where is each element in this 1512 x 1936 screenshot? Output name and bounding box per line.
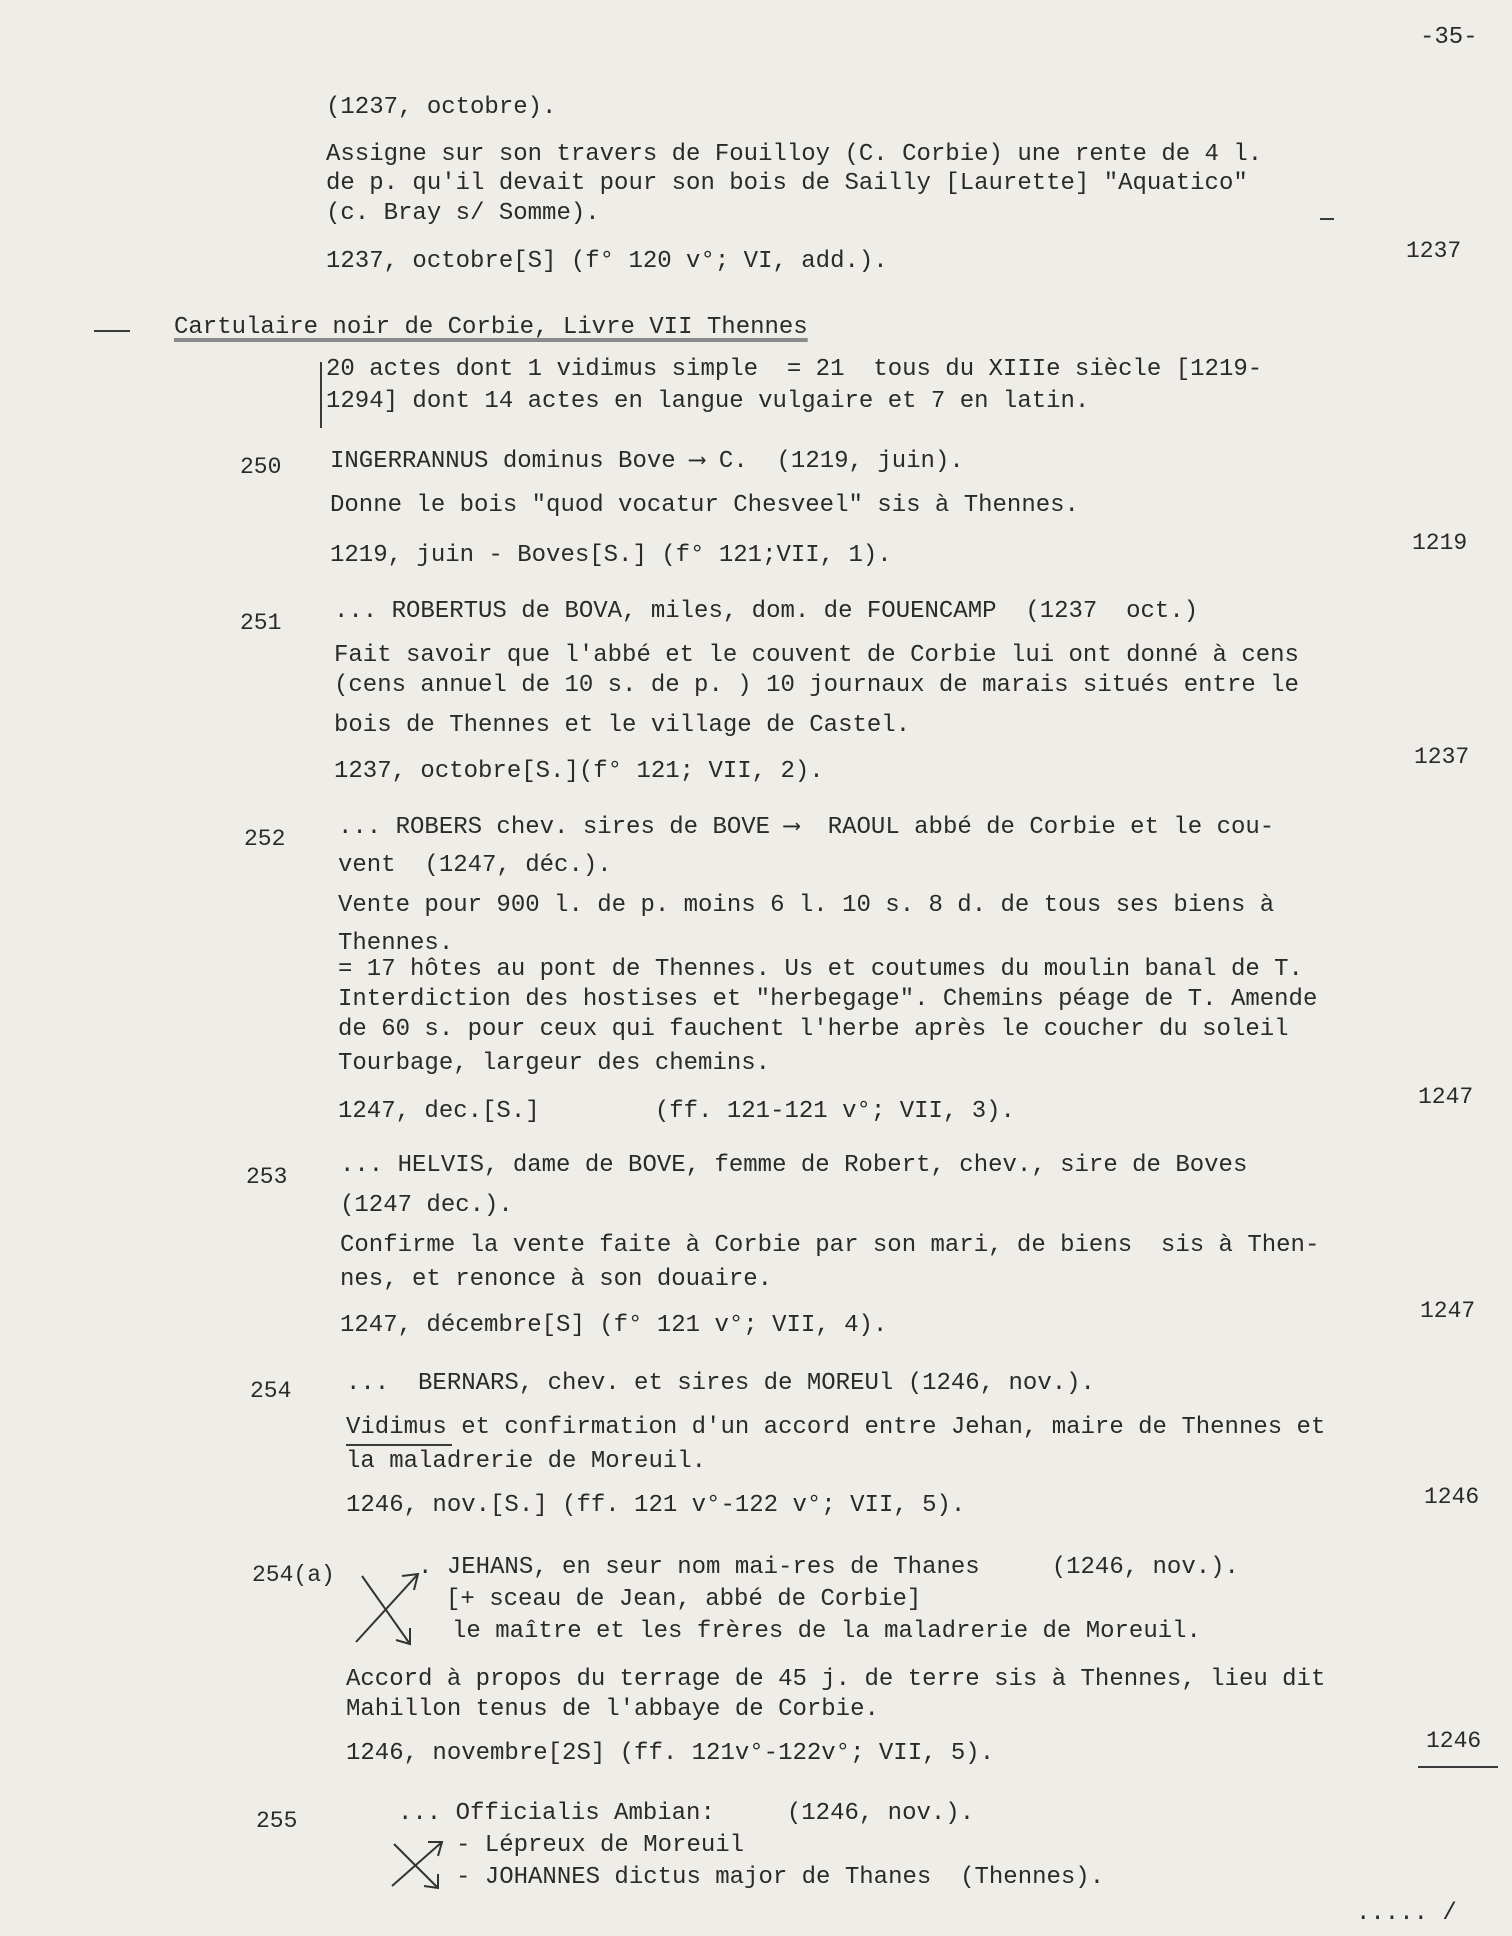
- crossed-arrows-icon: [388, 1836, 458, 1896]
- entry-number: 254: [250, 1378, 292, 1404]
- section-title: Cartulaire noir de Corbie, Livre VII Thennes: [174, 314, 808, 341]
- entry-text-line: bois de Thennes et le village de Castel.: [334, 712, 911, 739]
- brace-line: [320, 362, 322, 428]
- section-summary-line: 1294] dont 14 actes en langue vulgaire et 7 en latin.: [326, 388, 1090, 415]
- entry-text-line: Accord à propos du terrage de 45 j. de terre sis à Thennes, lieu dit: [346, 1666, 1326, 1693]
- entry-header: INGERRANNUS dominus Bove ⟶ C. (1219, juin).: [330, 448, 964, 475]
- entry-reference: 1247, décembre[S] (f° 121 v°; VII, 4).: [340, 1312, 888, 1339]
- margin-dash: [1320, 218, 1334, 220]
- entry-sub-line: - Lépreux de Moreuil: [456, 1832, 745, 1859]
- entry-number: 252: [244, 826, 286, 852]
- entry-text-line: de p. qu'il devait pour son bois de Sailly [Laurette] "Aquatico": [326, 170, 1248, 197]
- entry-text-line: nes, et renonce à son douaire.: [340, 1266, 773, 1293]
- entry-text-line: Thennes.: [338, 930, 454, 957]
- margin-dash: [94, 330, 130, 332]
- underline-mark: [346, 1444, 452, 1446]
- margin-date: 1246: [1424, 1484, 1480, 1510]
- entry-text-line: Mahillon tenus de l'abbaye de Corbie.: [346, 1696, 879, 1723]
- entry-reference: 1247, dec.[S.] (ff. 121-121 v°; VII, 3).: [338, 1098, 1015, 1125]
- entry-header: ... ROBERS chev. sires de BOVE ⟶ RAOUL abbé de Corbie et le cou-: [338, 814, 1275, 841]
- margin-date: 1246: [1426, 1728, 1482, 1754]
- entry-header: ... Officialis Ambian: (1246, nov.).: [398, 1800, 975, 1827]
- entry-text-line: Interdiction des hostises et "herbegage". Chemins péage de T. Amende: [338, 986, 1318, 1013]
- entry-sub-line: - JOHANNES dictus major de Thanes (Thennes).: [456, 1864, 1105, 1891]
- entry-text-line: (cens annuel de 10 s. de p. ) 10 journaux de marais situés entre le: [334, 672, 1299, 699]
- entry-text-line: Donne le bois "quod vocatur Chesveel" sis à Thennes.: [330, 492, 1079, 519]
- entry-sub-line: le maître et les frères de la maladrerie de Moreuil.: [452, 1618, 1201, 1645]
- entry-header: ... HELVIS, dame de BOVE, femme de Robert, chev., sire de Boves: [340, 1152, 1248, 1179]
- entry-number: 255: [256, 1808, 298, 1834]
- entry-text-line: Fait savoir que l'abbé et le couvent de Corbie lui ont donné à cens: [334, 642, 1299, 669]
- margin-date: 1247: [1418, 1084, 1474, 1110]
- entry-reference: 1246, nov.[S.] (ff. 121 v°-122 v°; VII, 5).: [346, 1492, 966, 1519]
- page-number: -35-: [1420, 24, 1478, 51]
- margin-date: 1247: [1420, 1298, 1476, 1324]
- entry-header: (1237, octobre).: [326, 94, 557, 121]
- entry-text-line: Assigne sur son travers de Fouilloy (C. Corbie) une rente de 4 l.: [326, 141, 1263, 168]
- entry-reference: 1246, novembre[2S] (ff. 121v°-122v°; VII, 5).: [346, 1740, 995, 1767]
- entry-header: ... ROBERTUS de BOVA, miles, dom. de FOUENCAMP (1237 oct.): [334, 598, 1199, 625]
- entry-text-line: Vidimus et confirmation d'un accord entre Jehan, maire de Thennes et: [346, 1414, 1326, 1441]
- entry-reference: 1237, octobre[S.](f° 121; VII, 2).: [334, 758, 824, 785]
- entry-reference: 1219, juin - Boves[S.] (f° 121;VII, 1).: [330, 542, 892, 569]
- margin-date: 1219: [1412, 530, 1468, 556]
- section-summary-line: 20 actes dont 1 vidimus simple = 21 tous du XIIIe siècle [1219-: [326, 356, 1263, 383]
- margin-date: 1237: [1406, 238, 1462, 264]
- entry-sub-line: [+ sceau de Jean, abbé de Corbie]: [446, 1586, 922, 1613]
- entry-text-line: = 17 hôtes au pont de Thennes. Us et coutumes du moulin banal de T.: [338, 956, 1303, 983]
- entry-number: 250: [240, 454, 282, 480]
- entry-number: 251: [240, 610, 282, 636]
- entry-number: 254(a): [252, 1562, 335, 1588]
- entry-text-line: Tourbage, largeur des chemins.: [338, 1050, 771, 1077]
- entry-text-line: Confirme la vente faite à Corbie par son mari, de biens sis à Then-: [340, 1232, 1320, 1259]
- entry-header-continued: vent (1247, déc.).: [338, 852, 612, 879]
- margin-date: 1237: [1414, 744, 1470, 770]
- entry-text-line: de 60 s. pour ceux qui fauchent l'herbe après le coucher du soleil: [338, 1016, 1289, 1043]
- entry-text-line: Vente pour 900 l. de p. moins 6 l. 10 s. 8 d. de tous ses biens à: [338, 892, 1275, 919]
- entry-header: . JEHANS, en seur nom mai-res de Thanes (1246, nov.).: [418, 1554, 1239, 1581]
- entry-text-line: (c. Bray s/ Somme).: [326, 200, 600, 227]
- entry-text-line: la maladrerie de Moreuil.: [346, 1448, 707, 1475]
- entry-header-continued: (1247 dec.).: [340, 1192, 513, 1219]
- continuation-mark: ..... /: [1356, 1900, 1457, 1927]
- entry-header: ... BERNARS, chev. et sires de MOREUl (1246, nov.).: [346, 1370, 1095, 1397]
- date-underline: [1418, 1766, 1498, 1768]
- entry-number: 253: [246, 1164, 288, 1190]
- entry-reference: 1237, octobre[S] (f° 120 v°; VI, add.).: [326, 248, 888, 275]
